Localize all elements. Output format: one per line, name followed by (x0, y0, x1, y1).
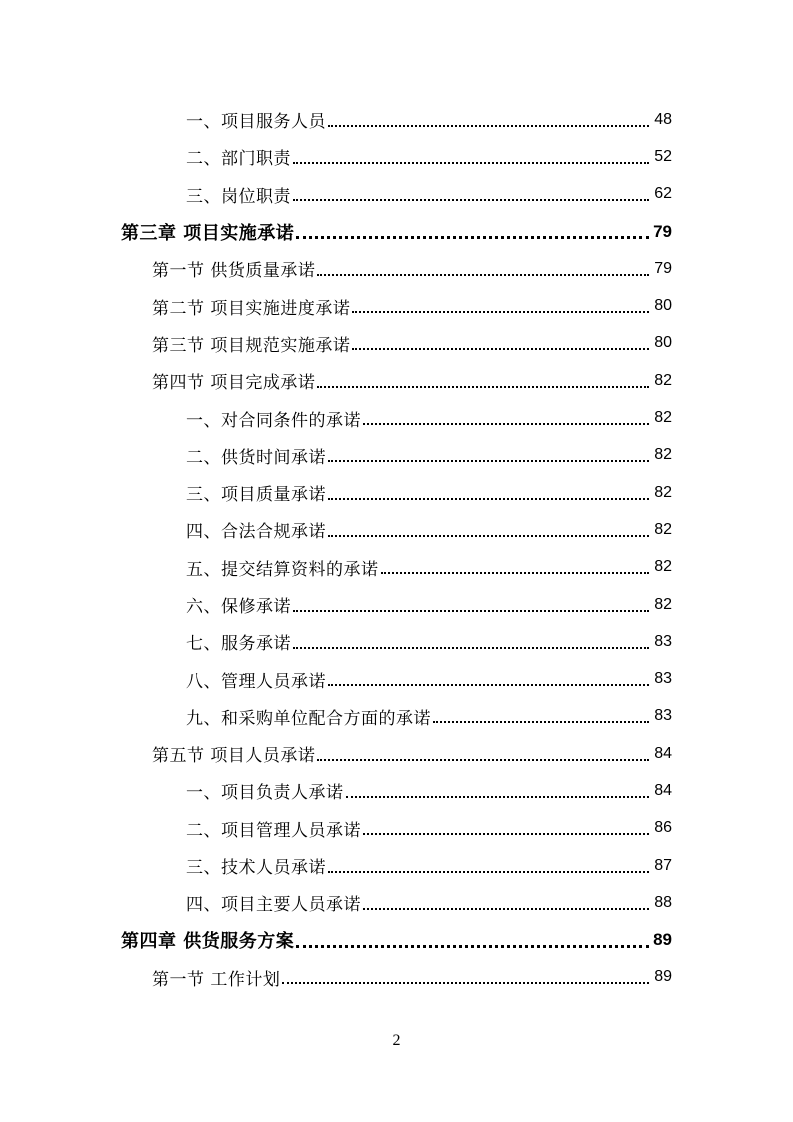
toc-dot-leader (328, 125, 649, 127)
toc-subsection-entry[interactable] (0, 511, 793, 548)
toc-dot-leader (282, 982, 649, 984)
toc-dot-leader (293, 162, 649, 164)
toc-entry-title: 第一节 供货质量承诺 (152, 261, 316, 282)
toc-subsection-entry[interactable] (0, 176, 793, 213)
toc-dot-leader (363, 908, 649, 910)
toc-dot-leader (293, 647, 649, 649)
toc-entry-page: 82 (654, 483, 672, 501)
toc-entry-title: 第二节 项目实施进度承诺 (152, 298, 351, 319)
toc-dot-leader (352, 311, 649, 313)
toc-entry-page: 88 (654, 893, 672, 911)
toc-dot-leader (363, 833, 649, 835)
toc-dot-leader (433, 721, 649, 723)
toc-dot-leader (346, 796, 650, 798)
toc-subsection-entry[interactable] (0, 698, 793, 735)
toc-entry-page: 62 (654, 185, 672, 203)
toc-section-entry[interactable] (0, 735, 793, 772)
toc-entry-title: 第三章 项目实施承诺 (121, 222, 295, 244)
toc-subsection-entry[interactable] (0, 847, 793, 884)
toc-entry-page: 82 (654, 558, 672, 576)
toc-dot-leader (317, 759, 649, 761)
toc-entry-title: 三、技术人员承诺 (186, 858, 326, 879)
toc-entry-title: 四、合法合规承诺 (186, 522, 326, 543)
toc-entry-page: 83 (654, 707, 672, 725)
toc-entry-title: 三、项目质量承诺 (186, 485, 326, 506)
toc-dot-leader (328, 684, 649, 686)
toc-entry-page: 80 (654, 334, 672, 352)
toc-entry-page: 79 (653, 221, 672, 241)
toc-entry-page: 80 (654, 297, 672, 315)
toc-dot-leader (328, 498, 649, 500)
toc-subsection-entry[interactable] (0, 399, 793, 436)
toc-dot-leader (317, 386, 649, 388)
toc-entry-title: 第一节 工作计划 (152, 969, 281, 990)
toc-section-entry[interactable] (0, 287, 793, 324)
toc-dot-leader (328, 871, 649, 873)
toc-subsection-entry[interactable] (0, 660, 793, 697)
toc-subsection-entry[interactable] (0, 772, 793, 809)
toc-entry-title: 第四节 项目完成承诺 (152, 373, 316, 394)
toc-entry-title: 第五节 项目人员承诺 (152, 746, 316, 767)
toc-entry-page: 82 (654, 371, 672, 389)
toc-entry-title: 第四章 供货服务方案 (121, 931, 295, 953)
toc-entry-page: 89 (653, 930, 672, 950)
toc-chapter-entry[interactable] (0, 213, 793, 250)
toc-entry-title: 一、项目服务人员 (186, 112, 326, 133)
toc-entry-page: 52 (654, 147, 672, 165)
toc-entry-title: 二、项目管理人员承诺 (186, 820, 361, 841)
toc-entry-title: 五、提交结算资料的承诺 (186, 559, 379, 580)
toc-subsection-entry[interactable] (0, 810, 793, 847)
toc-dot-leader (293, 610, 649, 612)
toc-entry-page: 82 (654, 520, 672, 538)
toc-entry-title: 第三节 项目规范实施承诺 (152, 335, 351, 356)
toc-subsection-entry[interactable] (0, 138, 793, 175)
toc-dot-leader (381, 572, 650, 574)
toc-entry-title: 九、和采购单位配合方面的承诺 (186, 708, 431, 729)
toc-entry-page: 79 (654, 259, 672, 277)
toc-entry-page: 82 (654, 409, 672, 427)
toc-entry-page: 82 (654, 446, 672, 464)
toc-dot-leader (352, 348, 649, 350)
toc-entry-page: 89 (654, 968, 672, 986)
toc-subsection-entry[interactable] (0, 884, 793, 921)
toc-dot-leader (363, 423, 649, 425)
toc-subsection-entry[interactable] (0, 623, 793, 660)
toc-subsection-entry[interactable] (0, 474, 793, 511)
toc-entry-title: 四、项目主要人员承诺 (186, 895, 361, 916)
toc-entry-title: 七、服务承诺 (186, 634, 291, 655)
toc-entry-page: 84 (654, 781, 672, 799)
toc-entry-page: 83 (654, 670, 672, 688)
toc-subsection-entry[interactable] (0, 437, 793, 474)
toc-section-entry[interactable] (0, 959, 793, 996)
toc-entry-page: 87 (654, 856, 672, 874)
toc-dot-leader (293, 199, 649, 201)
toc-chapter-entry[interactable] (0, 922, 793, 959)
toc-entry-title: 二、部门职责 (186, 149, 291, 170)
toc-dot-leader (328, 535, 649, 537)
page-number: 2 (392, 1032, 401, 1049)
toc-subsection-entry[interactable] (0, 101, 793, 138)
table-of-contents (0, 101, 793, 996)
toc-entry-title: 一、对合同条件的承诺 (186, 410, 361, 431)
toc-entry-title: 二、供货时间承诺 (186, 447, 326, 468)
toc-dot-leader (296, 236, 649, 239)
toc-entry-page: 82 (654, 595, 672, 613)
toc-entry-title: 六、保修承诺 (186, 597, 291, 617)
toc-section-entry[interactable] (0, 362, 793, 399)
toc-entry-page: 48 (654, 110, 672, 128)
toc-subsection-entry[interactable] (0, 586, 793, 623)
toc-dot-leader (317, 274, 649, 276)
toc-entry-page: 86 (654, 819, 672, 837)
toc-subsection-entry[interactable] (0, 549, 793, 586)
toc-dot-leader (328, 460, 649, 462)
toc-entry-title: 三、岗位职责 (186, 186, 291, 207)
toc-dot-leader (296, 945, 649, 948)
toc-entry-page: 83 (654, 632, 672, 650)
toc-entry-title: 八、管理人员承诺 (186, 671, 326, 692)
toc-entry-title: 一、项目负责人承诺 (186, 783, 344, 804)
toc-section-entry[interactable] (0, 250, 793, 287)
toc-section-entry[interactable] (0, 325, 793, 362)
toc-entry-page: 84 (654, 744, 672, 762)
